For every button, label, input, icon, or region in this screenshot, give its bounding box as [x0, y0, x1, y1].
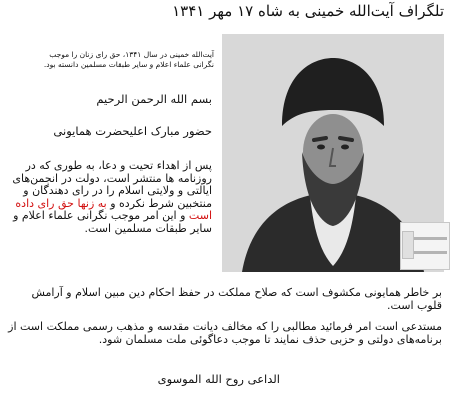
- letter-paragraph-2: بر خاطر همایونی مکشوف است که صلاح مملکت در حفظ احکام دین مبین اسلام و آرامش قلوب است.: [31, 286, 442, 312]
- caption-line: نگرانی علماء اعلام و سایر طبقات مسلمین دانسته بود.: [43, 60, 214, 69]
- photo-caption: [4, 50, 214, 70]
- paragraph-text: و این امر موجب نگرانی علماء اعلام و سایر طبقات مسلمین است.: [13, 209, 212, 235]
- highlighted-text: به زنها حق رای داده است: [15, 196, 212, 222]
- bismillah-heading: بسم الله الرحمن الرحیم: [96, 92, 212, 106]
- widget-knob: [402, 231, 414, 259]
- letter-paragraph-1: [6, 160, 212, 235]
- caption-line: آیت‌الله خمینی در سال ۱۳۴۱، حق رای زنان را موجب: [49, 50, 214, 59]
- paragraph-text: پس از اهداء تحیت و دعا، به طوری که در روزنامه ها منتشر است، دولت در انجمن‌های ایالتی و ولایتی اسلام را در رای دهندگان و منتخبین شرط نکرده و: [12, 159, 212, 210]
- letter-paragraph-3: مستدعی است امر فرمائید مطالبی را که مخالف دیانت مقدسه و مذهب رسمی مملکت است از برنامه‌های دولتی و حزبی حذف نمایند تا موجب دعاگوئی ملت مسلمان شود.: [8, 320, 442, 346]
- partial-window-widget: [400, 222, 450, 270]
- salutation: حضور مبارک اعلیحضرت همایونی: [53, 124, 212, 138]
- signature: الداعی روح الله الموسوی: [157, 372, 280, 386]
- document-title: تلگراف آیت‌الله خمینی به شاه ۱۷ مهر ۱۳۴۱: [172, 2, 444, 20]
